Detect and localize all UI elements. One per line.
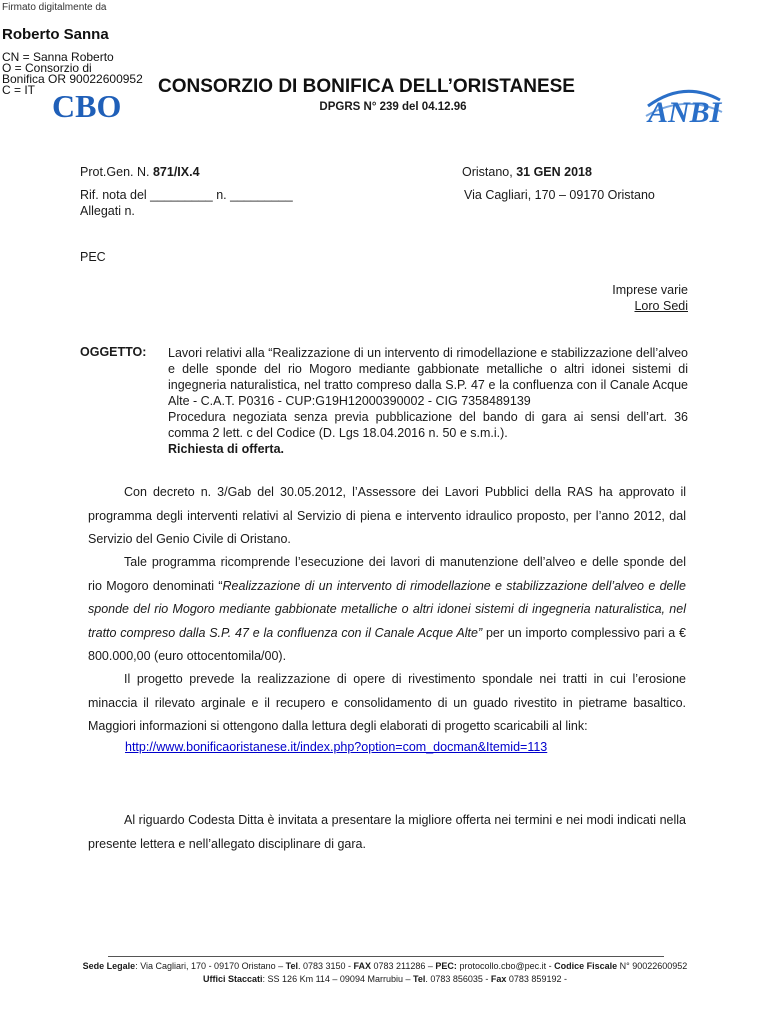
subject-text: Lavori relativi alla “Realizzazione di un intervento di rimodellazione e stabilizzazione dell’alveo e delle sponde del rio Mogoro mediante gabbionate metalliche o altri idonei sistemi di ingegneria naturalistica, nel tratto compreso dalla S.P. 47 e la confluenza con il Canale Acque Alte - C.A.T. P0316 - CUP:G19H12000390002 - CIG 7358489139 bbox=[168, 346, 688, 408]
footer-pec-label: PEC: bbox=[435, 961, 457, 971]
footer-tel-label: Tel bbox=[285, 961, 298, 971]
delivery-channel: PEC bbox=[80, 250, 106, 264]
recipient-location: Loro Sedi bbox=[634, 299, 688, 313]
sender-address: Via Cagliari, 170 – 09170 Oristano bbox=[464, 188, 655, 202]
protocol-label: Prot.Gen. N. bbox=[80, 165, 150, 179]
footer-fax-label: FAX bbox=[353, 961, 372, 971]
project-title: Realizzazione di un intervento di rimodellazione e stabilizzazione dell’alveo e delle sponde del rio Mogoro mediante gabbionate metalliche o altri idonei sistemi di ingegneria naturalistica, nel tratto compreso dalla S.P. 47 e la confluenza con il Canale Acque Alte” bbox=[88, 578, 686, 640]
letter-date-value: 31 GEN 2018 bbox=[516, 165, 592, 179]
anbi-logo bbox=[644, 76, 724, 128]
letter-date bbox=[462, 165, 592, 179]
letter-place: Oristano, bbox=[462, 165, 513, 179]
attachments: Allegati n. bbox=[80, 204, 135, 218]
cbo-logo bbox=[50, 86, 134, 122]
anbi-logo-text: ANBI bbox=[648, 96, 722, 128]
footer-hq-label: Sede Legale bbox=[82, 961, 136, 971]
organization-title: CONSORZIO DI BONIFICA DELL’ORISTANESE bbox=[158, 76, 575, 97]
footer-branch-offices bbox=[0, 974, 770, 984]
subject-body bbox=[168, 345, 688, 457]
footer-branch-fax-label: Fax bbox=[490, 974, 507, 984]
project-download-link[interactable]: http://www.bonificaoristanese.it/index.php?option=com_docman&Itemid=113 bbox=[125, 740, 548, 754]
signer-name: Roberto Sanna bbox=[2, 26, 109, 43]
footer-headquarters bbox=[0, 961, 770, 971]
body-paragraph-3: Il progetto prevede la realizzazione di opere di rivestimento spondale nei tratti in cui l’erosione minaccia il rilevato arginale e il recupero e consolidamento di un guado rivestito in pietrame basaltico. Maggiori informazioni si ottengono dalla lettura degli elaborati di progetto scaricabili al link: bbox=[88, 672, 686, 733]
signature-org: O = Consorzio di bbox=[2, 61, 92, 75]
footer-branch-address: : SS 126 Km 114 – 09094 Marrubiu – bbox=[262, 974, 413, 984]
footer-cf-label: Codice Fiscale bbox=[554, 961, 618, 971]
paragraph-2-intro: Tale programma ricomprende l’esecuzione dei lavori di manutenzione dell’alveo e delle sponde del rio Mogoro denominati “ bbox=[88, 555, 686, 593]
footer-divider bbox=[108, 956, 664, 957]
signature-cn: CN = Sanna Roberto bbox=[2, 50, 114, 64]
signature-caption: Firmato digitalmente da bbox=[2, 2, 107, 13]
footer-branch-fax: 0783 859192 - bbox=[506, 974, 567, 984]
reference-note: Rif. nota del _________ n. _________ bbox=[80, 188, 293, 202]
footer-branch-tel: . 0783 856035 - bbox=[425, 974, 491, 984]
protocol-number bbox=[80, 165, 200, 179]
footer-fax: 0783 211286 – bbox=[371, 961, 436, 971]
protocol-value: 871/IX.4 bbox=[152, 165, 200, 179]
body-paragraph-4: Al riguardo Codesta Ditta è invitata a presentare la migliore offerta nei termini e nei modi indicati nella presente lettera e nell’allegato disciplinare di gara. bbox=[88, 813, 686, 851]
cbo-logo-text: CBO bbox=[52, 88, 122, 122]
subject-label: OGGETTO: bbox=[80, 345, 147, 359]
footer-pec: protocollo.cbo@pec.it - bbox=[456, 961, 555, 971]
signature-country: C = IT bbox=[2, 83, 36, 97]
project-link-line bbox=[125, 740, 547, 754]
recipient: Imprese varie bbox=[612, 283, 688, 297]
footer-branch-tel-label: Tel bbox=[412, 974, 426, 984]
paragraph-2-amount: per un importo complessivo pari a € 800.000,00 (euro ottocentomila/00). bbox=[88, 625, 687, 663]
subject-request: Richiesta di offerta. bbox=[168, 442, 284, 456]
organization-decree: DPGRS N° 239 del 04.12.96 bbox=[319, 101, 467, 113]
footer-cf: N° 90022600952 bbox=[617, 961, 688, 971]
footer-hq-address: : Via Cagliari, 170 - 09170 Oristano – bbox=[135, 961, 286, 971]
signature-org-code: Bonifica OR 90022600952 bbox=[2, 72, 143, 86]
body-paragraph-1: Con decreto n. 3/Gab del 30.05.2012, l’Assessore dei Lavori Pubblici della RAS ha approvato il programma degli interventi relativi al Servizio di piena e intervento idraulico proposto, per l’anno 2012, dal Servizio del Genio Civile di Oristano. bbox=[88, 485, 686, 546]
subject-procedure: Procedura negoziata senza previa pubblicazione del bando di gara ai sensi dell’art. 36 comma 2 lett. c del Codice (D. Lgs 18.04.2016 n. 50 e s.m.i.). bbox=[168, 410, 688, 440]
footer-tel: . 0783 3150 - bbox=[297, 961, 354, 971]
body-paragraph-2 bbox=[88, 551, 686, 669]
footer-branch-label: Uffici Staccati bbox=[203, 974, 263, 984]
